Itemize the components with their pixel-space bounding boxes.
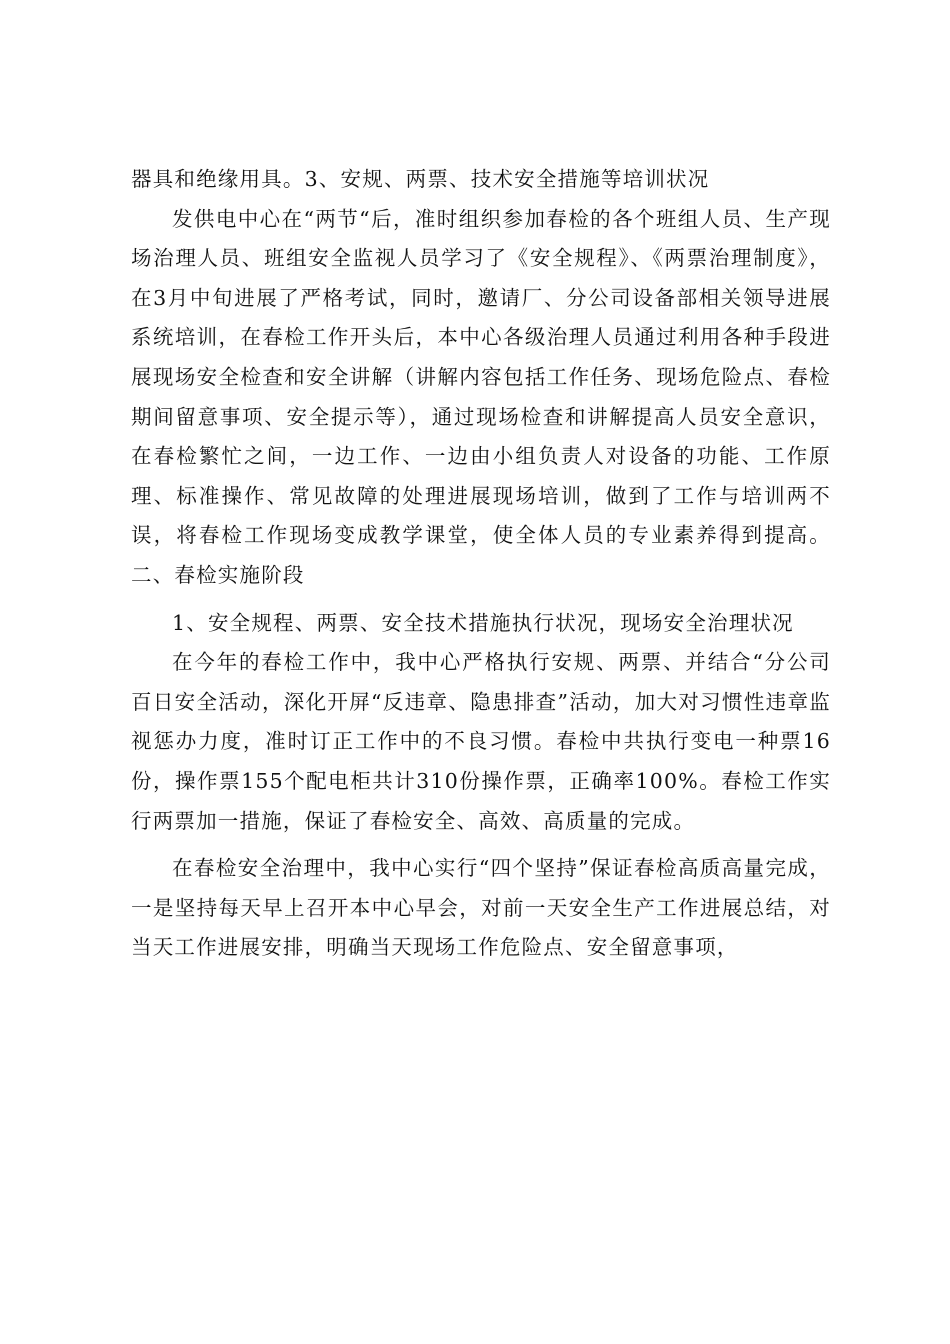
paragraph-training-details: 发供电中心在“两节“后，准时组织参加春检的各个班组人员、生产现场治理人员、班组安全监视人员学习了《安全规程》、《两票治理制度》，在3月中旬进展了严格考试，同时，邀请厂、分公司设备部相关领导进展系统培训，在春检工作开头后，本中心各级治理人员通过利用各种手段进展现场安全检查和安全讲解（讲解内容包括工作任务、现场危险点、春检期间留意事项、安全提示等），通过现场检查和讲解提高人员安全意识，在春检繁忙之间，一边工作、一边由小组负责人对设备的功能、工作原理、标准操作、常见故障的处理进展现场培训，做到了工作与培训两不误，将春检工作现场变成教学课堂，使全体人员的专业素养得到提高。二、春检实施阶段 xyxy=(131,206,831,587)
document-body xyxy=(131,160,831,968)
paragraph-training-heading: 器具和绝缘用具。3、安规、两票、技术安全措施等培训状况 xyxy=(131,167,710,191)
paragraph-management-details: 在春检安全治理中，我中心实行“四个坚持”保证春检高质高量完成，一是坚持每天早上召开本中心早会，对前一天安全生产工作进展总结，对当天工作进展安排，明确当天现场工作危险点、安全留意事项， xyxy=(131,856,831,960)
paragraph-execution-details: 在今年的春检工作中，我中心严格执行安规、两票、并结合“分公司百日安全活动，深化开屏“反违章、隐患排查”活动，加大对习惯性违章监视惩办力度，准时订正工作中的不良习惯。春检中共执行变电一种票16份，操作票155个配电柜共计310份操作票，正确率100%。春检工作实行两票加一措施，保证了春检安全、高效、高质量的完成。 xyxy=(131,650,831,833)
paragraph-section-heading: 1、安全规程、两票、安全技术措施执行状况，现场安全治理状况 xyxy=(172,610,794,635)
